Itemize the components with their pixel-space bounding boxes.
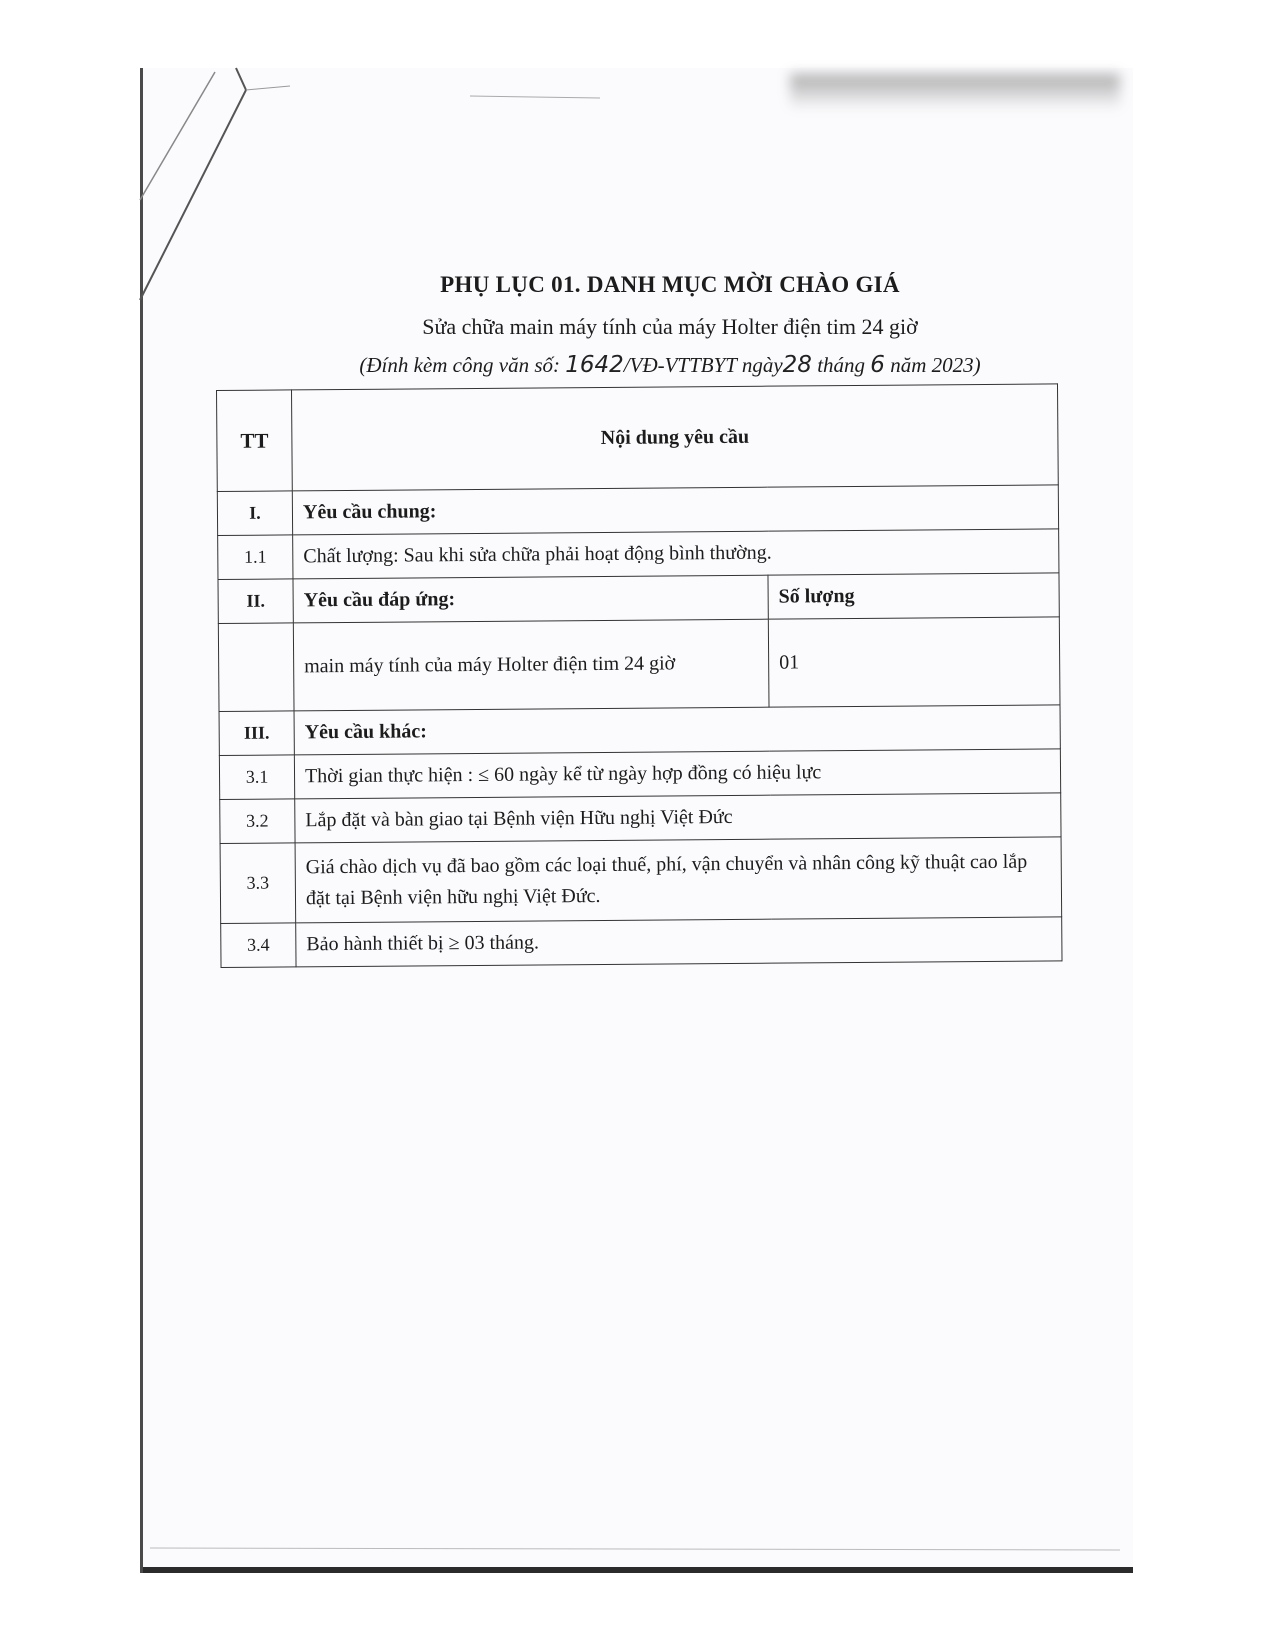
- section3-tt: III.: [219, 711, 294, 756]
- section-row-2: [218, 573, 1059, 624]
- appendix-title: PHỤ LỤC 01. DANH MỤC MỜI CHÀO GIÁ: [440, 272, 900, 297]
- row-3-3-text: Giá chào dịch vụ đã bao gồm các loại thuế, phí, vận chuyển và nhân công kỹ thuật cao lắp đặt tại Bệnh viện hữu nghị Việt Đức.: [295, 837, 1062, 923]
- reference-line: [300, 352, 1040, 378]
- row-3-4-tt: 3.4: [221, 923, 296, 968]
- item-row: [218, 617, 1060, 712]
- ref-prefix: (Đính kèm công văn số:: [359, 353, 566, 377]
- ref-mid: /VĐ-VTTBYT ngày: [623, 353, 783, 377]
- handwritten-month: 6: [870, 352, 885, 378]
- table-header-row: [217, 384, 1059, 492]
- row-3-1-tt: 3.1: [219, 755, 294, 800]
- handwritten-doc-number: 1642: [565, 352, 624, 378]
- table-row: [220, 837, 1062, 924]
- table-row: [218, 529, 1059, 580]
- ref-year-label: năm 2023): [884, 353, 981, 377]
- section-row-1: [217, 485, 1058, 536]
- row-3-4-text: Bảo hành thiết bị ≥ 03 tháng.: [296, 917, 1062, 967]
- row-3-2-text: Lắp đặt và bàn giao tại Bệnh viện Hữu nghị Việt Đức: [295, 793, 1061, 843]
- section1-label: Yêu cầu chung:: [292, 485, 1058, 535]
- row-3-1-text: Thời gian thực hiện : ≤ 60 ngày kể từ ngày hợp đồng có hiệu lực: [294, 749, 1060, 799]
- ref-month-label: tháng: [811, 353, 871, 377]
- row-3-3-tt: 3.3: [220, 843, 296, 924]
- row-1-1-text: Chất lượng: Sau khi sửa chữa phải hoạt động bình thường.: [293, 529, 1059, 579]
- section2-label: Yêu cầu đáp ứng:: [293, 575, 768, 623]
- table-row: [221, 917, 1062, 968]
- section-row-3: [219, 705, 1060, 756]
- scan-shadow: [790, 74, 1120, 110]
- handwritten-day: 28: [782, 352, 812, 378]
- header-content: Nội dung yêu cầu: [292, 384, 1059, 491]
- requirements-table: [216, 383, 1063, 968]
- header-tt: TT: [217, 390, 293, 492]
- row-1-1-tt: 1.1: [218, 535, 293, 580]
- appendix-subtitle: Sửa chữa main máy tính của máy Holter điện tim 24 giờ: [422, 314, 918, 339]
- table-row: [220, 793, 1061, 844]
- item-tt: [218, 623, 294, 712]
- item-qty: 01: [768, 617, 1060, 707]
- section1-tt: I.: [217, 491, 292, 536]
- table-row: [219, 749, 1060, 800]
- item-text: main máy tính của máy Holter điện tim 24 giờ: [293, 619, 769, 711]
- qty-header: Số lượng: [768, 573, 1059, 619]
- row-3-2-tt: 3.2: [220, 799, 295, 844]
- section2-tt: II.: [218, 579, 293, 624]
- section3-label: Yêu cầu khác:: [294, 705, 1060, 755]
